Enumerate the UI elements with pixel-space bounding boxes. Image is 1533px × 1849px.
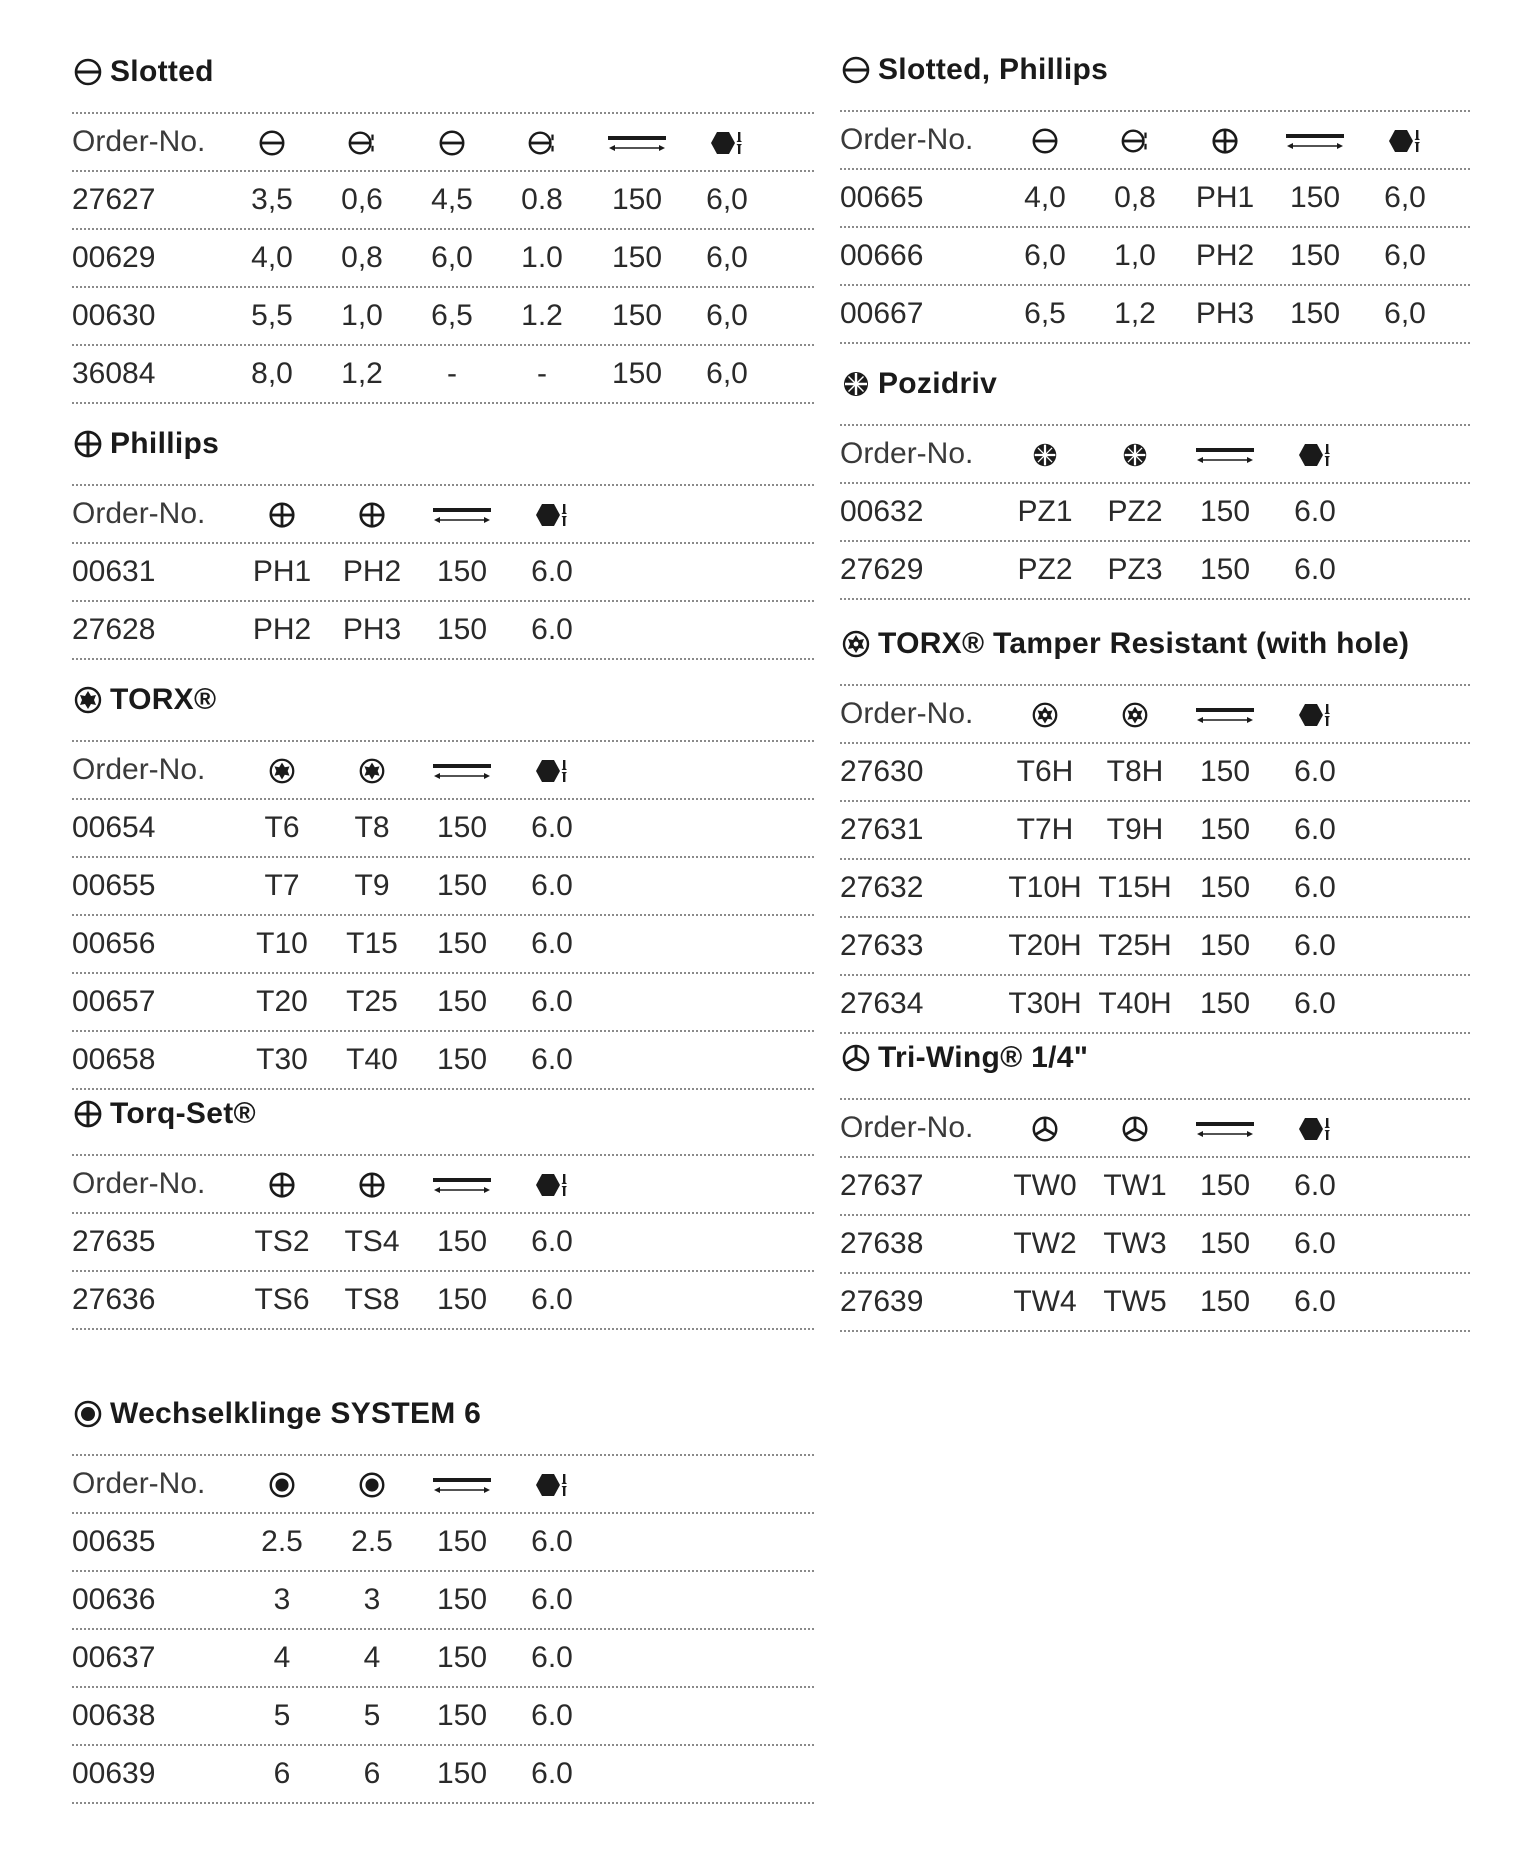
spec-value: 150 xyxy=(1289,297,1341,330)
spec-value: T10 xyxy=(256,927,308,960)
spec-value: 6.0 xyxy=(531,1583,573,1616)
spec-value: T30H xyxy=(1008,987,1082,1020)
phillips-icon xyxy=(1210,112,1240,168)
spec-value: 6 xyxy=(363,1757,381,1790)
table-header-row xyxy=(840,424,1470,482)
spec-value: 150 xyxy=(611,241,663,274)
tri-wing-icon xyxy=(1030,1100,1060,1156)
spec-value: T9H xyxy=(1106,813,1164,846)
spec-value: 6.0 xyxy=(531,811,573,844)
spec-value: 6 xyxy=(273,1757,291,1790)
section-title-text: Pozidriv xyxy=(878,367,998,400)
column-header-order-no: Order-No. xyxy=(72,753,206,786)
section-title-text: Phillips xyxy=(110,427,220,460)
spec-value: PH2 xyxy=(342,555,402,588)
torx-icon xyxy=(357,742,387,798)
spec-value: 4,0 xyxy=(251,241,293,274)
torx-tamper-icon xyxy=(1120,686,1150,742)
order-number: 00667 xyxy=(840,297,924,330)
spec-value: 150 xyxy=(436,811,488,844)
spec-value: T10H xyxy=(1008,871,1082,904)
order-number: 27629 xyxy=(840,553,924,586)
column-header-order-no: Order-No. xyxy=(72,125,206,158)
order-number: 00635 xyxy=(72,1525,156,1558)
section-title-text: Slotted, Phillips xyxy=(878,53,1109,86)
spec-value: 1,0 xyxy=(341,299,383,332)
order-number: 00655 xyxy=(72,869,156,902)
spec-value: 150 xyxy=(436,1283,488,1316)
spec-value: 150 xyxy=(1199,987,1251,1020)
spec-table xyxy=(72,1154,814,1330)
torq-set-icon xyxy=(72,1098,104,1130)
table-row xyxy=(840,858,1470,916)
table-row xyxy=(72,286,814,344)
spec-value: 6.0 xyxy=(1294,1227,1336,1260)
torx-icon xyxy=(267,742,297,798)
tri-wing-icon xyxy=(840,1042,872,1074)
spec-value: TW1 xyxy=(1103,1169,1167,1202)
spec-value: TW0 xyxy=(1013,1169,1077,1202)
spec-value: 6.0 xyxy=(531,555,573,588)
slotted-width-icon xyxy=(1030,112,1060,168)
spec-value: - xyxy=(447,357,457,390)
spec-value: 150 xyxy=(436,927,488,960)
pozidriv-icon xyxy=(840,368,872,400)
order-number: 00657 xyxy=(72,985,156,1018)
table-row xyxy=(840,800,1470,858)
hex-shank-icon xyxy=(1298,426,1332,482)
column-header-order-no: Order-No. xyxy=(840,697,974,730)
spec-table xyxy=(72,112,814,404)
spec-table xyxy=(72,1454,814,1804)
spec-value: PH3 xyxy=(342,613,402,646)
table-header-row xyxy=(72,1454,814,1512)
section-title xyxy=(72,50,214,94)
order-number: 27634 xyxy=(840,987,924,1020)
spec-value: PZ3 xyxy=(1107,553,1163,586)
order-number: 00638 xyxy=(72,1699,156,1732)
spec-value: 0,6 xyxy=(341,183,383,216)
length-icon xyxy=(432,1156,492,1212)
table-row xyxy=(840,284,1470,344)
table-row xyxy=(72,914,814,972)
spec-value: 6.0 xyxy=(1294,553,1336,586)
spec-value: 150 xyxy=(1199,871,1251,904)
spec-value: 6.0 xyxy=(531,1641,573,1674)
spec-value: 6.0 xyxy=(1294,495,1336,528)
table-row xyxy=(72,1570,814,1628)
spec-value: 6.0 xyxy=(1294,755,1336,788)
hex-shank-icon xyxy=(535,1456,569,1512)
spec-value: T8H xyxy=(1106,755,1164,788)
order-number: 27630 xyxy=(840,755,924,788)
spec-value: 6.0 xyxy=(531,927,573,960)
spec-value: TW2 xyxy=(1013,1227,1077,1260)
table-row xyxy=(72,344,814,404)
section-title-text: TORX® xyxy=(110,683,217,716)
spec-value: 0,8 xyxy=(341,241,383,274)
spec-value: 6.0 xyxy=(1294,1285,1336,1318)
column-header-order-no: Order-No. xyxy=(72,497,206,530)
spec-value: 6,5 xyxy=(431,299,473,332)
hex-shank-icon xyxy=(535,742,569,798)
spec-value: 6.0 xyxy=(531,869,573,902)
order-number: 00631 xyxy=(72,555,156,588)
pozidriv-icon xyxy=(1030,426,1060,482)
order-number: 00630 xyxy=(72,299,156,332)
spec-value: 0.8 xyxy=(521,183,563,216)
order-number: 00658 xyxy=(72,1043,156,1076)
spec-value: 150 xyxy=(436,1583,488,1616)
order-number: 27637 xyxy=(840,1169,924,1202)
table-row xyxy=(72,1270,814,1330)
spec-value: T7H xyxy=(1016,813,1074,846)
spec-value: 150 xyxy=(436,1699,488,1732)
spec-table xyxy=(840,424,1470,600)
spec-value: 150 xyxy=(1199,929,1251,962)
table-row xyxy=(72,1628,814,1686)
order-number: 27627 xyxy=(72,183,156,216)
order-number: 00629 xyxy=(72,241,156,274)
table-header-row xyxy=(72,1154,814,1212)
table-row xyxy=(72,600,814,660)
system6-icon xyxy=(357,1456,387,1512)
spec-value: 150 xyxy=(436,985,488,1018)
table-row xyxy=(72,1212,814,1270)
section-title xyxy=(72,678,216,722)
section-title-text: Torq-Set® xyxy=(110,1097,256,1130)
spec-value: 6.0 xyxy=(531,613,573,646)
pozidriv-icon xyxy=(1120,426,1150,482)
spec-value: 6.0 xyxy=(531,1699,573,1732)
order-number: 00666 xyxy=(840,239,924,272)
spec-value: 150 xyxy=(1199,1169,1251,1202)
spec-value: 1,2 xyxy=(1114,297,1156,330)
spec-value: 6,0 xyxy=(1024,239,1066,272)
order-number: 00665 xyxy=(840,181,924,214)
phillips-icon xyxy=(72,428,104,460)
spec-value: 150 xyxy=(611,357,663,390)
spec-value: 6.0 xyxy=(1294,813,1336,846)
table-row xyxy=(840,168,1470,226)
table-header-row xyxy=(72,112,814,170)
spec-value: T40 xyxy=(346,1043,398,1076)
spec-value: 150 xyxy=(1199,553,1251,586)
table-row xyxy=(72,798,814,856)
spec-value: 150 xyxy=(1289,239,1341,272)
spec-value: TW3 xyxy=(1103,1227,1167,1260)
table-row xyxy=(840,1272,1470,1332)
table-row xyxy=(72,856,814,914)
section-title xyxy=(840,362,997,406)
section-title xyxy=(840,1036,1088,1080)
spec-value: - xyxy=(537,357,547,390)
table-row xyxy=(840,226,1470,284)
spec-value: T7 xyxy=(264,869,300,902)
column-header-order-no: Order-No. xyxy=(840,123,974,156)
spec-value: 2.5 xyxy=(261,1525,303,1558)
section-title-text: TORX® Tamper Resistant (with hole) xyxy=(878,627,1410,660)
table-row xyxy=(840,974,1470,1034)
spec-value: PH2 xyxy=(1195,239,1255,272)
spec-value: 6.0 xyxy=(531,1043,573,1076)
spec-value: 6,0 xyxy=(706,241,748,274)
table-row xyxy=(72,542,814,600)
hex-shank-icon xyxy=(1298,1100,1332,1156)
spec-value: PZ2 xyxy=(1107,495,1163,528)
spec-value: 150 xyxy=(436,1641,488,1674)
spec-value: 2.5 xyxy=(351,1525,393,1558)
spec-value: 6.0 xyxy=(531,1757,573,1790)
table-row xyxy=(840,540,1470,600)
order-number: 36084 xyxy=(72,357,156,390)
phillips-icon xyxy=(357,486,387,542)
length-icon xyxy=(432,1456,492,1512)
spec-value: 1.2 xyxy=(521,299,563,332)
spec-value: 6,0 xyxy=(1384,181,1426,214)
column-header-order-no: Order-No. xyxy=(72,1167,206,1200)
spec-value: TW5 xyxy=(1103,1285,1167,1318)
length-icon xyxy=(1285,112,1345,168)
table-header-row xyxy=(72,484,814,542)
spec-value: T30 xyxy=(256,1043,308,1076)
spec-value: 150 xyxy=(1289,181,1341,214)
spec-value: 150 xyxy=(436,1043,488,1076)
spec-value: 4 xyxy=(273,1641,291,1674)
order-number: 27631 xyxy=(840,813,924,846)
spec-value: 4 xyxy=(363,1641,381,1674)
spec-value: 6.0 xyxy=(531,1525,573,1558)
length-icon xyxy=(432,742,492,798)
spec-value: T20 xyxy=(256,985,308,1018)
table-row xyxy=(840,1214,1470,1272)
torx-icon xyxy=(72,684,104,716)
spec-value: T6 xyxy=(264,811,300,844)
spec-value: 0,8 xyxy=(1114,181,1156,214)
spec-value: 4,0 xyxy=(1024,181,1066,214)
spec-value: 150 xyxy=(1199,1227,1251,1260)
torx-tamper-icon xyxy=(840,628,872,660)
phillips-icon xyxy=(267,486,297,542)
table-header-row xyxy=(840,110,1470,168)
system6-icon xyxy=(72,1398,104,1430)
spec-value: PZ1 xyxy=(1017,495,1073,528)
slotted-width-icon xyxy=(257,114,287,170)
spec-table xyxy=(840,1098,1470,1332)
torx-tamper-icon xyxy=(1030,686,1060,742)
table-row xyxy=(72,228,814,286)
table-row xyxy=(840,482,1470,540)
spec-value: 6.0 xyxy=(1294,987,1336,1020)
spec-value: 6.0 xyxy=(1294,929,1336,962)
table-row xyxy=(840,1156,1470,1214)
spec-value: T25H xyxy=(1098,929,1172,962)
length-icon xyxy=(1195,426,1255,482)
hex-shank-icon xyxy=(1298,686,1332,742)
spec-value: TW4 xyxy=(1013,1285,1077,1318)
spec-table xyxy=(72,484,814,660)
system6-icon xyxy=(267,1456,297,1512)
spec-value: 150 xyxy=(1199,495,1251,528)
spec-value: 6.0 xyxy=(1294,1169,1336,1202)
spec-value: 150 xyxy=(436,1757,488,1790)
spec-value: PH3 xyxy=(1195,297,1255,330)
table-header-row xyxy=(72,740,814,798)
spec-value: T25 xyxy=(346,985,398,1018)
spec-value: 6,0 xyxy=(706,299,748,332)
table-row xyxy=(72,1512,814,1570)
spec-value: 3 xyxy=(273,1583,291,1616)
spec-value: 150 xyxy=(436,1225,488,1258)
hex-shank-icon xyxy=(535,1156,569,1212)
spec-value: TS8 xyxy=(344,1283,400,1316)
spec-value: T15H xyxy=(1098,871,1172,904)
order-number: 27628 xyxy=(72,613,156,646)
spec-value: T20H xyxy=(1008,929,1082,962)
order-number: 00654 xyxy=(72,811,156,844)
hex-shank-icon xyxy=(710,114,744,170)
spec-value: T15 xyxy=(346,927,398,960)
spec-value: T40H xyxy=(1098,987,1172,1020)
spec-value: 150 xyxy=(611,299,663,332)
spec-value: 6,0 xyxy=(1384,297,1426,330)
spec-value: 6.0 xyxy=(531,985,573,1018)
spec-value: 6,0 xyxy=(706,357,748,390)
spec-value: 8,0 xyxy=(251,357,293,390)
spec-value: T8 xyxy=(354,811,390,844)
section-title xyxy=(840,48,1108,92)
spec-table xyxy=(840,684,1470,1034)
spec-value: PH1 xyxy=(252,555,312,588)
spec-value: 150 xyxy=(611,183,663,216)
order-number: 00639 xyxy=(72,1757,156,1790)
spec-value: PZ2 xyxy=(1017,553,1073,586)
spec-value: 150 xyxy=(436,613,488,646)
spec-value: 6.0 xyxy=(531,1225,573,1258)
spec-value: 5,5 xyxy=(251,299,293,332)
spec-value: 3 xyxy=(363,1583,381,1616)
spec-value: 150 xyxy=(1199,755,1251,788)
order-number: 00636 xyxy=(72,1583,156,1616)
order-number: 27633 xyxy=(840,929,924,962)
table-row xyxy=(72,1686,814,1744)
section-title-text: Slotted xyxy=(110,55,214,88)
order-number: 00632 xyxy=(840,495,924,528)
spec-value: 4,5 xyxy=(431,183,473,216)
order-number: 00656 xyxy=(72,927,156,960)
tri-wing-icon xyxy=(1120,1100,1150,1156)
spec-value: PH1 xyxy=(1195,181,1255,214)
length-icon xyxy=(1195,686,1255,742)
spec-value: 1,0 xyxy=(1114,239,1156,272)
spec-value: 6,0 xyxy=(706,183,748,216)
hex-shank-icon xyxy=(1388,112,1422,168)
spec-value: 150 xyxy=(436,1525,488,1558)
spec-value: T6H xyxy=(1016,755,1074,788)
spec-value: TS2 xyxy=(254,1225,310,1258)
spec-value: T9 xyxy=(354,869,390,902)
spec-value: 1.0 xyxy=(521,241,563,274)
spec-value: TS4 xyxy=(344,1225,400,1258)
order-number: 27635 xyxy=(72,1225,156,1258)
order-number: 27638 xyxy=(840,1227,924,1260)
slotted-icon xyxy=(840,54,872,86)
slotted-thickness-icon xyxy=(527,114,557,170)
column-header-order-no: Order-No. xyxy=(840,1111,974,1144)
spec-value: 150 xyxy=(436,555,488,588)
spec-value: 150 xyxy=(1199,813,1251,846)
table-row xyxy=(72,1744,814,1804)
spec-value: 6,5 xyxy=(1024,297,1066,330)
spec-value: 6,0 xyxy=(431,241,473,274)
table-row xyxy=(840,742,1470,800)
table-header-row xyxy=(840,1098,1470,1156)
slotted-thickness-icon xyxy=(347,114,377,170)
spec-value: 6.0 xyxy=(531,1283,573,1316)
table-row xyxy=(72,972,814,1030)
column-header-order-no: Order-No. xyxy=(72,1467,206,1500)
table-row xyxy=(72,1030,814,1090)
length-icon xyxy=(607,114,667,170)
hex-shank-icon xyxy=(535,486,569,542)
spec-table xyxy=(72,740,814,1090)
section-title xyxy=(72,1092,256,1136)
spec-value: TS6 xyxy=(254,1283,310,1316)
order-number: 27636 xyxy=(72,1283,156,1316)
table-row xyxy=(72,170,814,228)
spec-value: 150 xyxy=(1199,1285,1251,1318)
spec-value: 5 xyxy=(363,1699,381,1732)
torq-set-icon xyxy=(267,1156,297,1212)
order-number: 00637 xyxy=(72,1641,156,1674)
spec-value: PH2 xyxy=(252,613,312,646)
spec-value: 3,5 xyxy=(251,183,293,216)
spec-table xyxy=(840,110,1470,344)
order-number: 27639 xyxy=(840,1285,924,1318)
slotted-width-icon xyxy=(437,114,467,170)
spec-value: 6,0 xyxy=(1384,239,1426,272)
slotted-thickness-icon xyxy=(1120,112,1150,168)
spec-value: 6.0 xyxy=(1294,871,1336,904)
length-icon xyxy=(432,486,492,542)
section-title xyxy=(72,422,219,466)
spec-value: 5 xyxy=(273,1699,291,1732)
table-row xyxy=(840,916,1470,974)
spec-value: 1,2 xyxy=(341,357,383,390)
table-header-row xyxy=(840,684,1470,742)
section-title xyxy=(840,622,1409,666)
section-title-text: Tri-Wing® 1/4" xyxy=(878,1041,1089,1074)
slotted-icon xyxy=(72,56,104,88)
length-icon xyxy=(1195,1100,1255,1156)
spec-value: 150 xyxy=(436,869,488,902)
column-header-order-no: Order-No. xyxy=(840,437,974,470)
order-number: 27632 xyxy=(840,871,924,904)
section-title-text: Wechselklinge SYSTEM 6 xyxy=(110,1397,482,1430)
torq-set-icon xyxy=(357,1156,387,1212)
section-title xyxy=(72,1392,481,1436)
